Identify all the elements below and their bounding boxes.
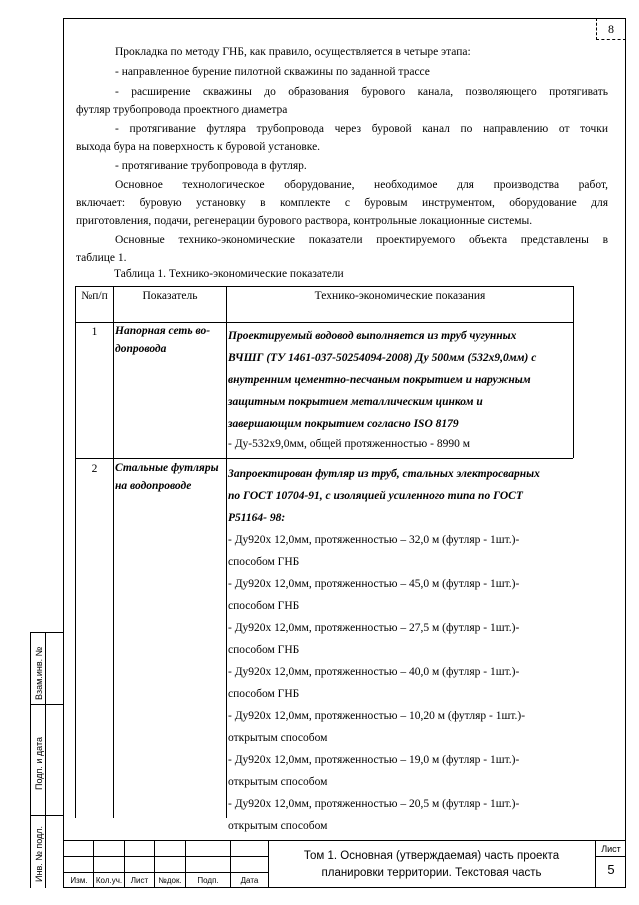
table-header-num: №п/п bbox=[81, 290, 108, 302]
sheet-label: Лист bbox=[601, 844, 621, 854]
paragraph-equipment-line1: Основное технологическое оборудование, необходимое для производства работ, bbox=[115, 179, 608, 191]
stamp-col-quantity: Кол.уч. bbox=[95, 876, 123, 885]
paragraph-equipment-line2: включает: буровую установку в комплекте с буровым инструментом, оборудование для bbox=[76, 197, 608, 209]
side-stamp-inventory: Инв. № подл. bbox=[34, 825, 44, 882]
table-header-value: Технико-экономические показания bbox=[314, 290, 486, 302]
paragraph-indicators-line2: таблице 1. bbox=[76, 252, 127, 264]
sheet-number: 5 bbox=[607, 862, 615, 877]
paragraph-stage-1: - направленное бурение пилотной скважины по заданной трассе bbox=[115, 66, 430, 78]
paragraph-stage-2-line2: футляр трубопровода проектного диаметра bbox=[76, 104, 288, 116]
document-title: Том 1. Основная (утверждаемая) часть проекта планировки территории. Текстовая часть bbox=[303, 850, 560, 879]
paragraph-equipment-line3: приготовления, подачи, регенерации бурового раствора, контрольные локационные системы. bbox=[76, 215, 533, 227]
page-number-top: 8 bbox=[596, 18, 626, 40]
side-stamp-replacement: Взам.инв. № bbox=[34, 646, 44, 700]
paragraph-stages-intro: Прокладка по методу ГНБ, как правило, осуществляется в четыре этапа: bbox=[115, 46, 471, 58]
row-value: Запроектирован футляр из труб, стальных электросварных по ГОСТ 10704-91, с изоляцией усиленного типа по ГОСТ Р51164- 98: - Ду920х 12,0мм, протяженностью – 32,0 м (футляр - 1шт.)- способом ГНБ - Ду920х 12,0мм, протяженностью – 45,0 м (футляр - 1шт.)- способом ГНБ - Ду920х 12,0мм, протяженностью – 27,5 м (футляр - 1шт.)- способом ГНБ - Ду920х 12,0мм, протяженностью – 40,0 м (футляр - 1шт.)- способом ГНБ - Ду920х 12,0мм, протяженностью – 10,20 м (футляр - 1шт.)- открытым способом - Ду920х 12,0мм, протяженностью – 19,0 м (футляр - 1шт.)- открытым способом - Ду920х 12,0мм, протяженностью – 20,5 м (футляр - 1шт.)- открытым способом bbox=[228, 468, 540, 832]
table-caption: Таблица 1. Технико-экономические показатели bbox=[114, 268, 344, 280]
row-number: 1 bbox=[91, 326, 98, 338]
paragraph-stage-2-line1: - расширение скважины до образования бурового канала, позволяющего протягивать bbox=[115, 86, 608, 98]
stamp-col-date: Дата bbox=[240, 876, 259, 885]
row-indicator: Стальные футляры на водопроводе bbox=[115, 462, 219, 492]
stamp-col-signature: Подп. bbox=[197, 876, 219, 885]
paragraph-stage-4: - протягивание трубопровода в футляр. bbox=[115, 160, 307, 172]
table-header-indicator: Показатель bbox=[142, 290, 198, 302]
stamp-col-change: Изм. bbox=[70, 876, 88, 885]
paragraph-indicators-line1: Основные технико-экономические показатели проектируемого объекта представлены в bbox=[115, 234, 608, 246]
paragraph-stage-3-line2: выхода бура на поверхность к буровой установке. bbox=[76, 141, 321, 153]
row-number: 2 bbox=[91, 463, 98, 475]
stamp-col-doc: №док. bbox=[158, 876, 182, 885]
paragraph-stage-3-line1: - протягивание футляра трубопровода через буровой канал по направлению от точки bbox=[115, 123, 608, 135]
row-indicator: Напорная сеть во- допровода bbox=[115, 325, 211, 355]
row-value: Проектируемый водовод выполняется из труб чугунных ВЧШГ (ТУ 1461-037-50254094-2008) Ду 500мм (532х9,0мм) с внутренним цементно-песчаным покрытием и наружным защитным покрытием металлическим цинком и завершающим покрытием согласно ISO 8179 - Ду-532х9,0мм, общей протяженностью - 8990 м bbox=[228, 330, 537, 450]
side-stamp-signature-date: Подп. и дата bbox=[34, 736, 44, 790]
stamp-col-sheet: Лист bbox=[130, 876, 149, 885]
